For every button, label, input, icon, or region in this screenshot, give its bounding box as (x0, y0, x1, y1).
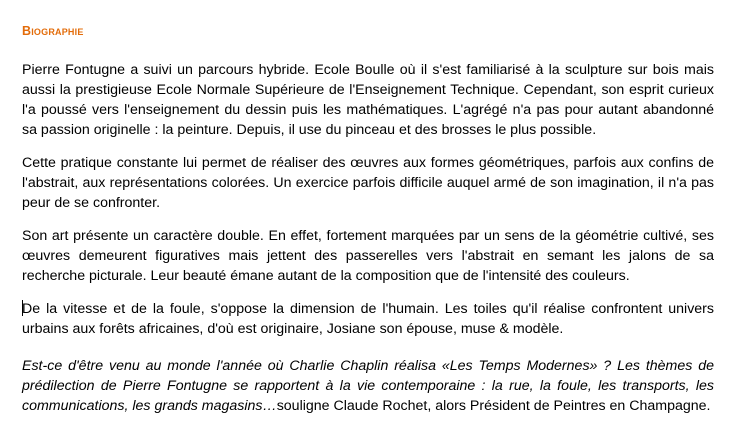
paragraph-career: Pierre Fontugne a suivi un parcours hybride. Ecole Boulle où il s'est familiarisé à la sculpture sur bois mais aussi la prestigieuse Ecole Normale Supérieure de l'Enseignement Technique. Cependant, son esprit curieux l'a poussé vers l'enseignement du dessin puis les mathématiques. L'agrégé n'a pas pour autant abandonné sa passion originelle : la peinture. Depuis, il use du pinceau et des brosses le plus possible. (22, 62, 714, 138)
quote-attribution: souligne Claude Rochet, alors Président de Peintres en Champagne. (276, 398, 711, 414)
paragraph-urban[interactable] (22, 299, 714, 339)
paragraph-practice: Cette pratique constante lui permet de réaliser des œuvres aux formes géométriques, parfois aux confins de l'abstrait, aux représentations colorées. Un exercice parfois difficile auquel armé de son imagination, il n'a pas peur de se confronter. (22, 155, 714, 211)
paragraph-urban-text: De la vitesse et de la foule, s'oppose la dimension de l'humain. Les toiles qu'il réalise confrontent univers urbains aux forêts africaines, d'où est originaire, Josiane son épouse, muse & modèle. (22, 301, 714, 337)
paragraph-art: Son art présente un caractère double. En effet, fortement marquées par un sens de la géométrie cultivé, ses œuvres demeurent figuratives mais jettent des passerelles vers l'abstrait en semant les jalons de sa recherche picturale. Leur beauté émane autant de la composition que de l'intensité des couleurs. (22, 228, 714, 284)
quote-text: Est-ce d'être venu au monde l'année où Charlie Chaplin réalisa «Les Temps Modernes» ? Les thèmes de prédilection de Pierre Fontugne se rapportent à la vie contemporaine : la rue, la foule, les transports, les communications, les grands magasins… (22, 358, 714, 414)
section-heading: Biographie (22, 24, 84, 38)
paragraph-quote (22, 356, 714, 416)
